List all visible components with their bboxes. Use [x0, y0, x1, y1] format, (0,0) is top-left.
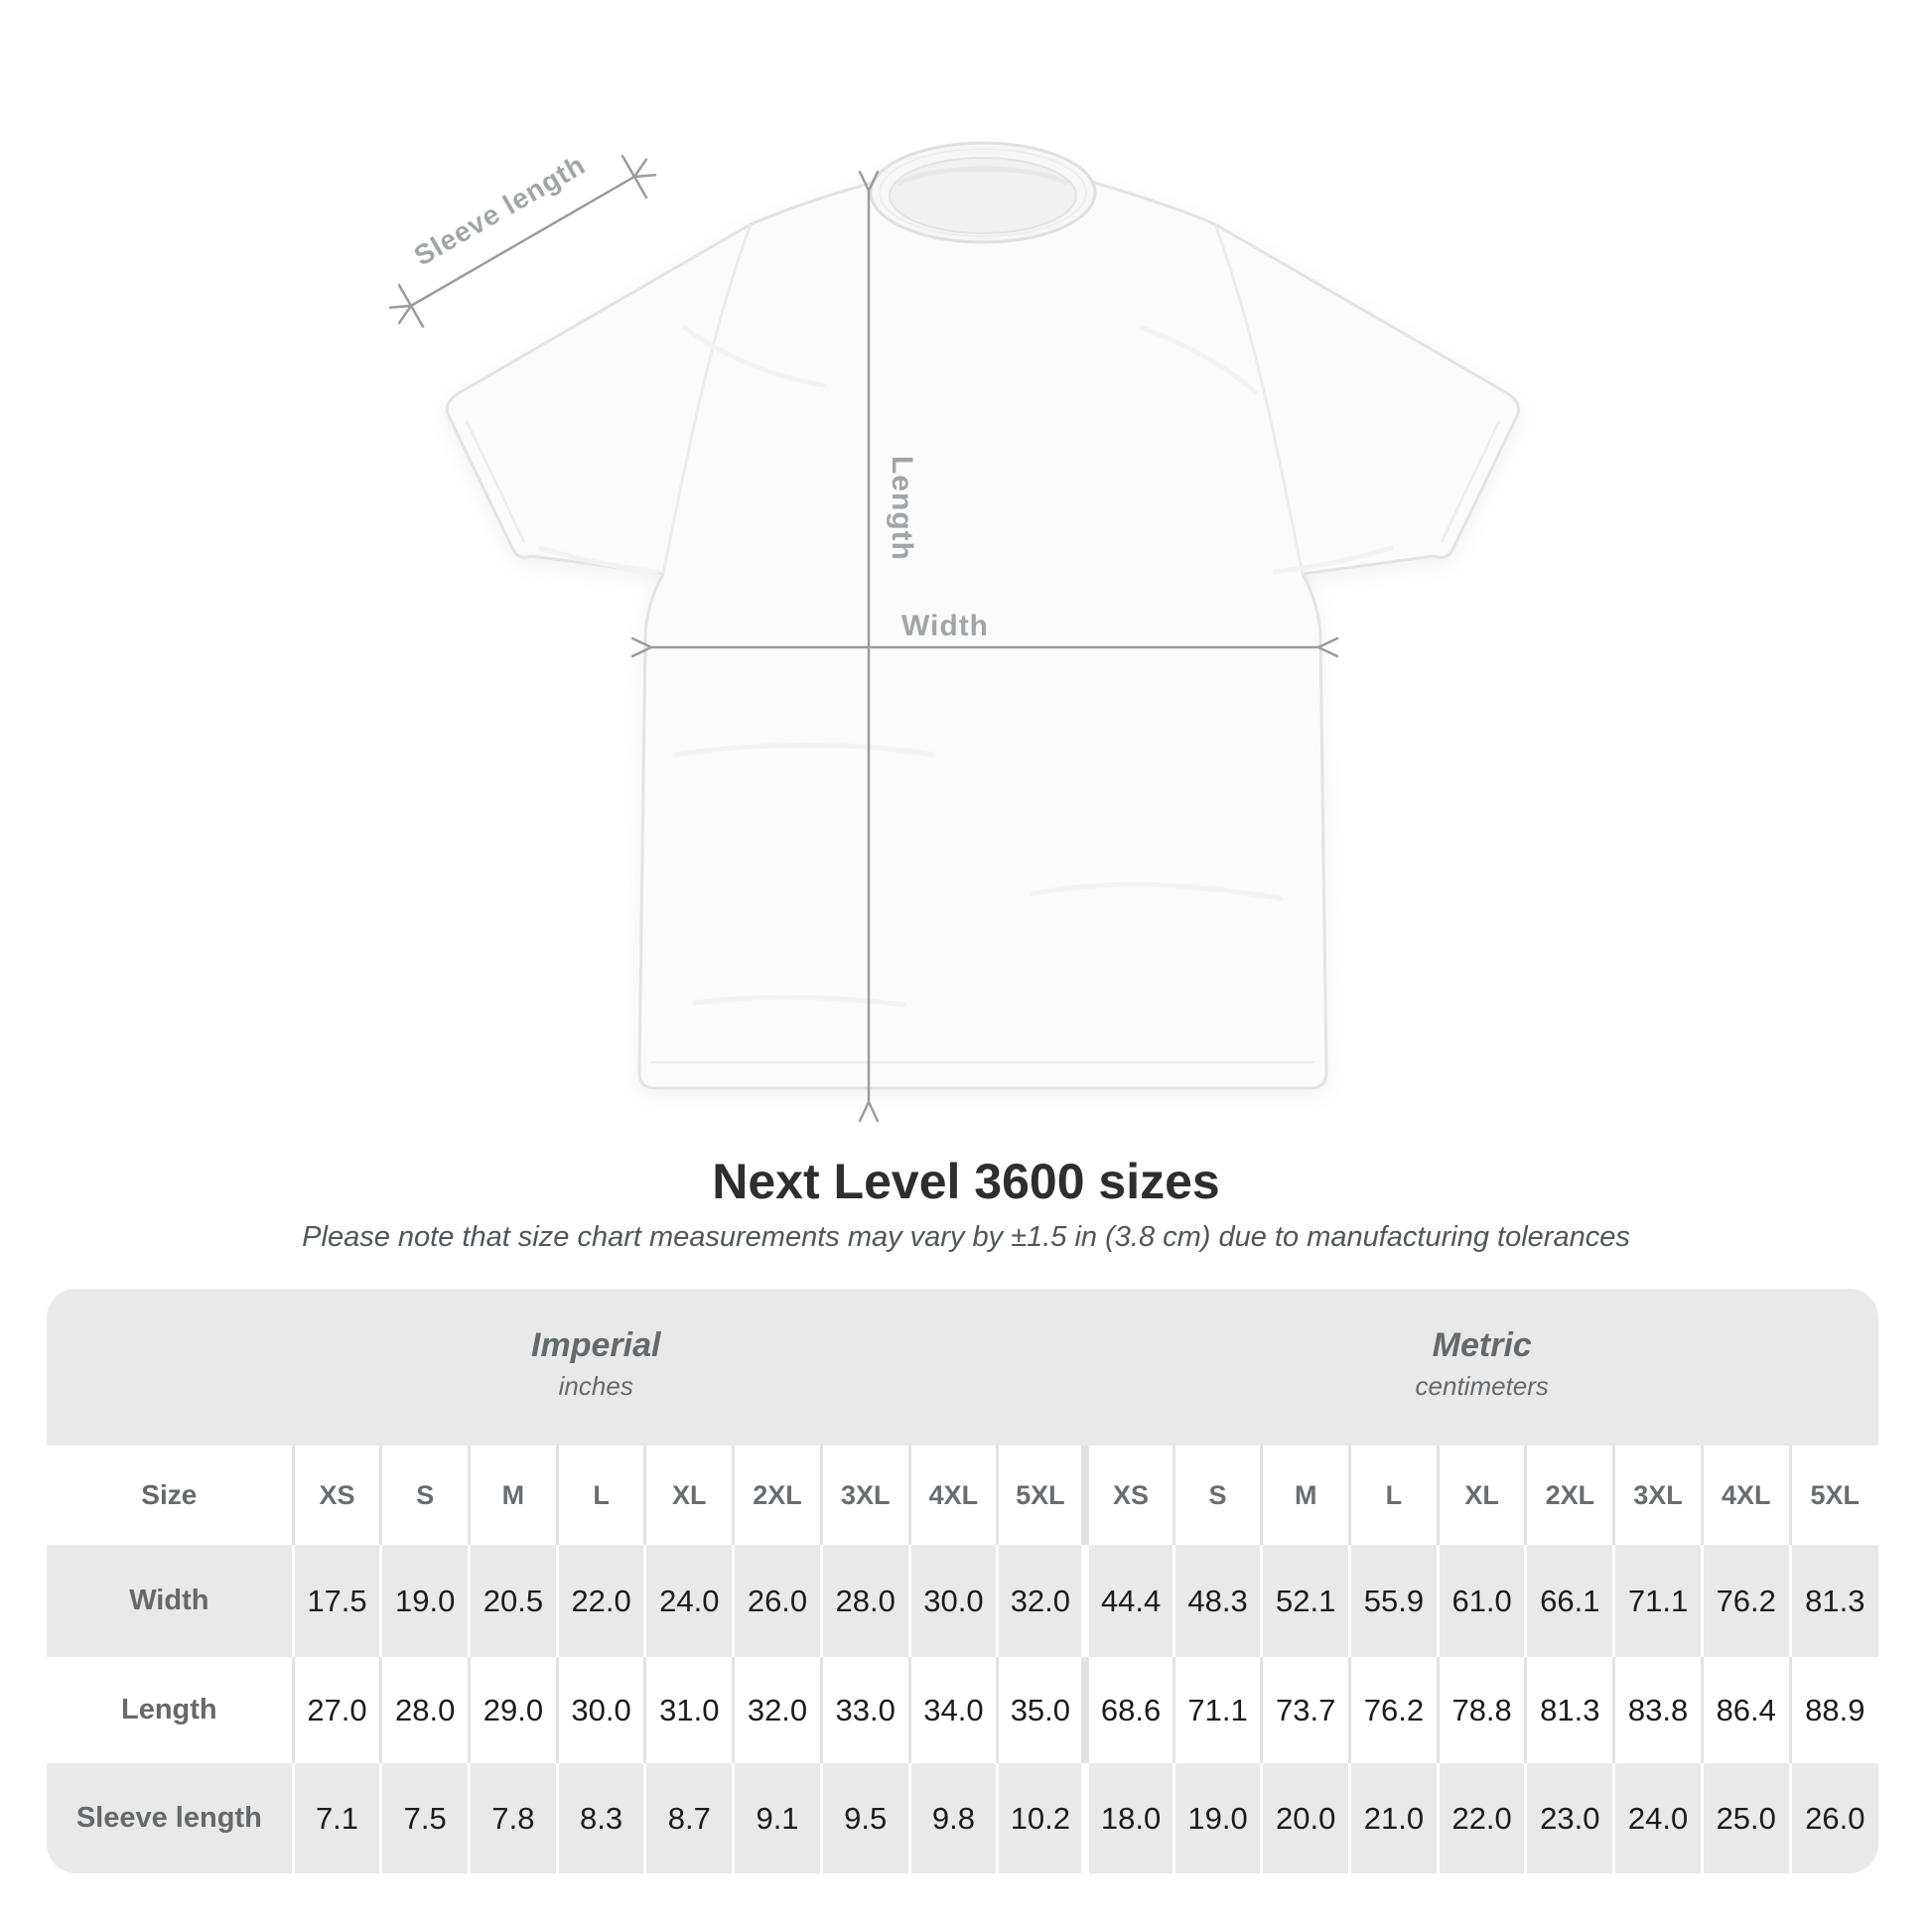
size-value-cell: 26.0 [734, 1545, 822, 1657]
size-value-cell: 7.5 [381, 1763, 470, 1873]
size-value-cell: 88.9 [1790, 1657, 1878, 1763]
size-col-header: XS [1085, 1446, 1173, 1545]
size-value-cell: 18.0 [1085, 1763, 1173, 1873]
size-col-header: 4XL [909, 1446, 998, 1545]
width-row-label: Width [47, 1545, 293, 1657]
sleeve-length-dimension [399, 149, 647, 328]
size-col-header: M [1262, 1446, 1350, 1545]
size-value-cell: 23.0 [1526, 1763, 1614, 1873]
size-value-cell: 32.0 [998, 1545, 1086, 1657]
length-label: Length [886, 456, 918, 561]
size-value-cell: 21.0 [1350, 1763, 1439, 1873]
size-value-cell: 17.5 [293, 1545, 381, 1657]
size-col-header: XL [645, 1446, 734, 1545]
size-value-cell: 81.3 [1790, 1545, 1878, 1657]
size-col-header: M [470, 1446, 558, 1545]
size-value-cell: 27.0 [293, 1657, 381, 1763]
metric-group-unit: centimeters [1415, 1371, 1549, 1401]
size-value-cell: 68.6 [1085, 1657, 1173, 1763]
size-value-cell: 33.0 [821, 1657, 909, 1763]
size-value-cell: 73.7 [1262, 1657, 1350, 1763]
size-value-cell: 81.3 [1526, 1657, 1614, 1763]
size-col-header: 4XL [1702, 1446, 1790, 1545]
size-value-cell: 71.1 [1173, 1657, 1262, 1763]
size-value-cell: 22.0 [557, 1545, 645, 1657]
sleeve-length-row [47, 1763, 1878, 1873]
unit-group-header-row [47, 1289, 1878, 1446]
size-col-header: 5XL [1790, 1446, 1878, 1545]
size-value-cell: 86.4 [1702, 1657, 1790, 1763]
length-row [47, 1657, 1878, 1763]
size-value-cell: 25.0 [1702, 1763, 1790, 1873]
size-value-cell: 83.8 [1614, 1657, 1703, 1763]
size-col-header: S [381, 1446, 470, 1545]
sleeve-length-tick-start [399, 284, 424, 327]
size-value-cell: 20.5 [470, 1545, 558, 1657]
sleeve-length-label: Sleeve length [408, 148, 591, 272]
imperial-group-unit: inches [558, 1371, 633, 1401]
metric-group-label: Metric [1432, 1326, 1532, 1364]
size-value-cell: 76.2 [1702, 1545, 1790, 1657]
page-subtitle: Please note that size chart measurements may vary by ±1.5 in (3.8 cm) due to manufacturing tolerances [302, 1221, 1630, 1253]
size-col-header: 5XL [998, 1446, 1086, 1545]
width-row [47, 1545, 1878, 1657]
size-value-cell: 34.0 [909, 1657, 998, 1763]
size-value-cell: 76.2 [1350, 1657, 1439, 1763]
size-value-cell: 28.0 [381, 1657, 470, 1763]
size-col-header: 2XL [1526, 1446, 1614, 1545]
size-col-header: 3XL [821, 1446, 909, 1545]
size-value-cell: 8.3 [557, 1763, 645, 1873]
size-col-header: S [1173, 1446, 1262, 1545]
size-value-cell: 20.0 [1262, 1763, 1350, 1873]
size-corner-header: Size [47, 1446, 293, 1545]
size-col-header: 3XL [1614, 1446, 1703, 1545]
size-table-container [47, 1289, 1878, 1873]
size-value-cell: 55.9 [1350, 1545, 1439, 1657]
size-value-cell: 9.8 [909, 1763, 998, 1873]
size-col-header: XS [293, 1446, 381, 1545]
size-value-cell: 48.3 [1173, 1545, 1262, 1657]
size-value-cell: 24.0 [645, 1545, 734, 1657]
size-value-cell: 32.0 [734, 1657, 822, 1763]
size-value-cell: 7.1 [293, 1763, 381, 1873]
size-value-cell: 71.1 [1614, 1545, 1703, 1657]
width-label: Width [900, 610, 990, 642]
size-value-cell: 9.5 [821, 1763, 909, 1873]
size-value-cell: 66.1 [1526, 1545, 1614, 1657]
size-value-cell: 78.8 [1438, 1657, 1526, 1763]
size-value-cell: 35.0 [998, 1657, 1086, 1763]
size-value-cell: 30.0 [557, 1657, 645, 1763]
size-col-header: XL [1438, 1446, 1526, 1545]
size-col-header: 2XL [734, 1446, 822, 1545]
size-header-row [47, 1446, 1878, 1545]
page-title: Next Level 3600 sizes [712, 1154, 1220, 1209]
size-value-cell: 7.8 [470, 1763, 558, 1873]
sleeve-length-row-label: Sleeve length [47, 1763, 293, 1873]
size-value-cell: 24.0 [1614, 1763, 1703, 1873]
sleeve-length-tick-end [622, 155, 647, 198]
size-col-header: L [557, 1446, 645, 1545]
size-value-cell: 31.0 [645, 1657, 734, 1763]
imperial-group-label: Imperial [531, 1326, 661, 1364]
size-value-cell: 29.0 [470, 1657, 558, 1763]
size-value-cell: 61.0 [1438, 1545, 1526, 1657]
size-value-cell: 30.0 [909, 1545, 998, 1657]
size-col-header: L [1350, 1446, 1439, 1545]
size-value-cell: 19.0 [381, 1545, 470, 1657]
length-row-label: Length [47, 1657, 293, 1763]
size-value-cell: 22.0 [1438, 1763, 1526, 1873]
size-table [47, 1289, 1878, 1873]
size-value-cell: 9.1 [734, 1763, 822, 1873]
imperial-group-header [47, 1289, 1085, 1446]
metric-group-header [1085, 1289, 1878, 1446]
size-value-cell: 26.0 [1790, 1763, 1878, 1873]
size-value-cell: 8.7 [645, 1763, 734, 1873]
size-value-cell: 44.4 [1085, 1545, 1173, 1657]
size-value-cell: 19.0 [1173, 1763, 1262, 1873]
size-value-cell: 28.0 [821, 1545, 909, 1657]
size-value-cell: 10.2 [998, 1763, 1086, 1873]
size-value-cell: 52.1 [1262, 1545, 1350, 1657]
